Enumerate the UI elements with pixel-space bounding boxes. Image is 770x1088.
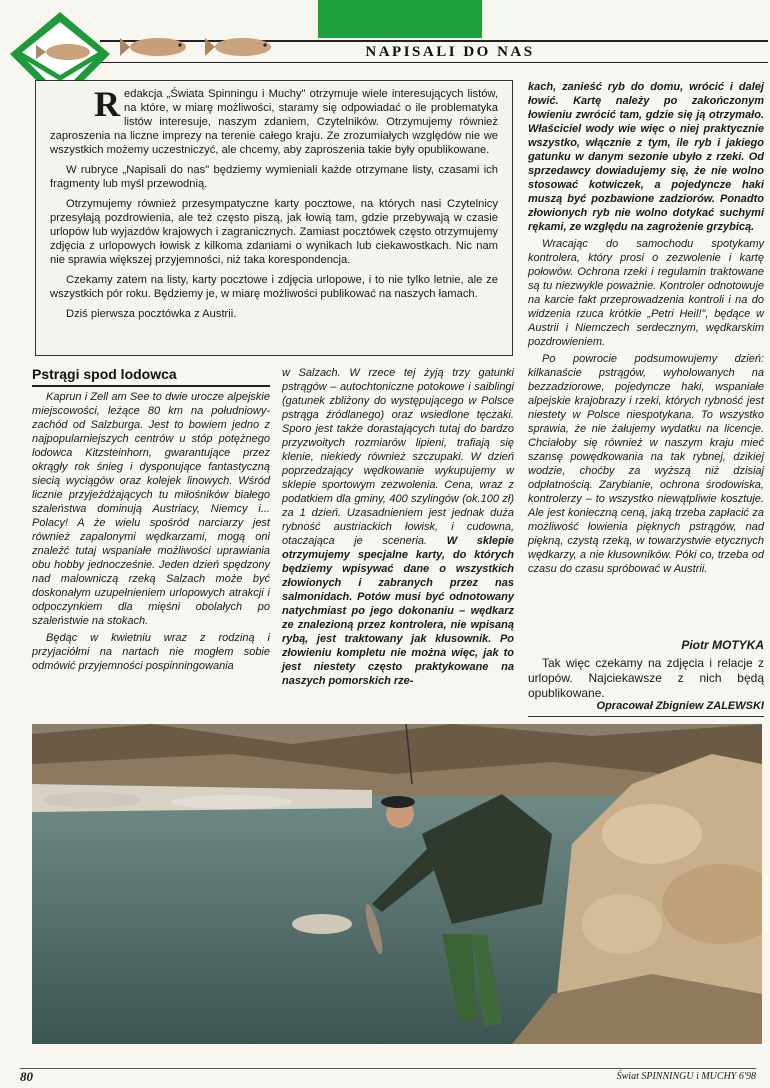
- intro-paragraph: Redakcja „Świata Spinningu i Muchy" otrzymuje wiele interesujących listów, na które, w miarę możliwości, staramy się odpowiadać o ile problematyka listów interesuje, naszym zdaniem, Czytelników. Otrzymujemy również zaproszenia na liczne imprezy na terenie całego kraju. Ze zrozumiałych względów nie we wszystkich możemy uczestniczyć, ale chcemy, aby zaproszenia takie były opublikowane.: [50, 84, 498, 156]
- closing-note: Tak więc czekamy na zdjęcia i relacje z urlopów. Najciekawsze z nich będą opublikowane.: [528, 656, 764, 700]
- section-title: NAPISALI DO NAS: [365, 44, 535, 60]
- intro-paragraph: Otrzymujemy również przesympatyczne karty pocztowe, na których nasi Czytelnicy przesyłają pozdrowienia, ale też często piszą, jak łowią tam, gdzie przebywają w czasie urlopów lub wyjazdów krajowych i zagranicznych. Zamiast pocztówek często otrzymujemy zdjęcia z urlopowych łowisk z kilkoma zdaniami o wynikach lub ciekawostkach. Nic nam nie sprawia większej przyjemności, niż taka korespondencja.: [50, 198, 498, 266]
- editor-credit: Opracował Zbigniew ZALEWSKI: [596, 700, 764, 712]
- footer-rule: [20, 1068, 756, 1069]
- drop-cap: R: [94, 84, 120, 124]
- page-number: 80: [20, 1069, 33, 1084]
- intro-paragraph: W rubryce „Napisali do nas" będziemy wymieniali każde otrzymane listy, czasami ich fragmenty lub myśl przewodnią.: [50, 164, 498, 190]
- article-column-left: [32, 390, 270, 676]
- fish-icon: [120, 34, 192, 60]
- author-name: Piotr MOTYKA: [681, 638, 764, 652]
- body-paragraph: Po powrocie podsumowujemy dzień: kilkanaście pstrągów, wyholowanych na bezzadziorowe, pojedyncze haki, wspaniałe alpejskie krajobrazy i rzeki, których rybność jest niestety w Polsce niespotykana. To wszystko sprawia, że nie żałujemy wydatku na licencje. Chciałoby się również w naszym kraju mieć szansę powędkowania na tak rybnej, dzikiej wodzie, choćby za wyższą niż dzisiaj odpłatnością. Zarybianie, ochrona środowiska, kontrolerzy – to wszystko niewątpliwie kosztuje. Ale jest konieczną ceną, jaką trzeba zapłacić za możliwość łowienia pięknych pstrągów, nad piękną, czystą rzeką, w towarzystwie etycznych wędkarzy, a nie kłusowników. Póki co, trzeba od czasu do czasu spróbować w Austrii.: [528, 353, 764, 575]
- header-color-band: [318, 0, 482, 38]
- body-paragraph: w Salzach. W rzece tej żyją trzy gatunki pstrągów – autochtoniczne potokowe i saiblingi (gatunek zbliżony do występującego w Polsce pstrąga źródlanego) oraz wsiedlone tęczaki. Sporo jest także dorastających tutaj do bardzo przyzwoitych rozmiarów lipieni, trafiają się klenie, niekiedy również szczupaki. W dzień poprzedzający wędkowanie wykupujemy w sklepie sportowym zezwolenia. Cena, wraz z podatkiem dla gminy, 400 szylingów (ok.100 zł) za 1 dzień. Uzasadnieniem jest jednak duża rybność austriackich łowisk, i cudowna, otaczająca je sceneria. W sklepie otrzymujemy specjalne karty, do których będziemy wpisywać dane o wszystkich złowionych i zabranych przez nas salmonidach. Potów musi być odnotowany natychmiast po jego dokonaniu – wędkarz ze znalezioną przez kontrolera, nie wpisaną rybą, jest traktowany jak kłusownik. Po złowieniu kompletu nie można więc, jak to jest niestety często praktykowane na naszych pomorskich rze-: [282, 367, 514, 687]
- article-column-right: [528, 80, 764, 579]
- magazine-footer: Świat SPINNINGU i MUCHY 6'98: [616, 1071, 756, 1082]
- body-paragraph: Wracając do samochodu spotykamy kontrolera, który prosi o zezwolenie i kartę połowów. Ochrona rzeki i regulamin traktowane są tu niezwykle poważnie. Kontroler odnotowuje na karcie fakt przeprowadzenia kontroli i na do widzenia rzuca krótkie „Petri Heil!", będące w Austrii i Niemczech serdecznym, wędkarskim pozdrowieniem.: [528, 238, 764, 348]
- article-heading: Pstrągi spod lodowca: [32, 366, 270, 387]
- article-column-middle: [282, 366, 514, 691]
- angler-river-photo: [32, 724, 762, 1044]
- body-paragraph: kach, zanieść ryb do domu, wrócić i dalej łowić. Kartę należy po zakończonym łowieniu zwrócić tam, gdzie się ją otrzymało. Właściciel wody wie więc o niej praktycznie wszystko, włącznie z tym, ile ryb i jakiego gatunku w danym sezonie ubyło z rzeki. Od sprzedawcy dowiadujemy się, że nie wolno stosować kotwiczek, a pojedyncze haki muszą być pozbawione zadziorów. Ponadto złowionych ryb nie wolno dotykać suchymi rękami, ze względu na zagrożenie grzybicą.: [528, 81, 764, 233]
- header-rule-bottom: [100, 62, 768, 63]
- intro-box: [35, 80, 513, 356]
- intro-paragraph: Czekamy zatem na listy, karty pocztowe i zdjęcia urlopowe, i to nie tylko letnie, ale ze wszystkich pór roku. Będziemy je, w miarę możliwości publikować na naszych łamach.: [50, 274, 498, 300]
- intro-paragraph: Dziś pierwsza pocztówka z Austrii.: [66, 308, 237, 320]
- body-paragraph: Kaprun i Zell am See to dwie urocze alpejskie miejscowości, leżące 80 km na południowy-zachód od Salzburga. Jest to bowiem jedno z najpopularniejszych centrów u stóp potężnego lodowca Kitzsteinhorn, gwarantujące przez okrągły rok śnieg i dysponujące fantastyczną siecią wyciągów oraz kolejek linowych. Wśród licznie przyjeżdżających tu miłośników białego szaleństwa dominują Austriacy, Niemcy i... Polacy! A że wielu spośród narciarzy jest również zapalonymi wędkarzami, mogą oni znaleźć tutaj wspaniałe możliwości uprawiania obu hobby jednocześnie. Jeden dzień spędzony nad malowniczą rzeką Salzach może być doskonałym uzupełnieniem urlopowych atrakcji i odpoczynkiem dla mięśni obolałych po szaleństwie na stokach.: [32, 391, 270, 627]
- body-paragraph: Będąc w kwietniu wraz z rodziną i przyjaciółmi na nartach nie mogłem sobie odmówić przyjemności pospinningowania: [32, 632, 270, 672]
- divider: [528, 716, 764, 717]
- fish-icon: [205, 34, 277, 60]
